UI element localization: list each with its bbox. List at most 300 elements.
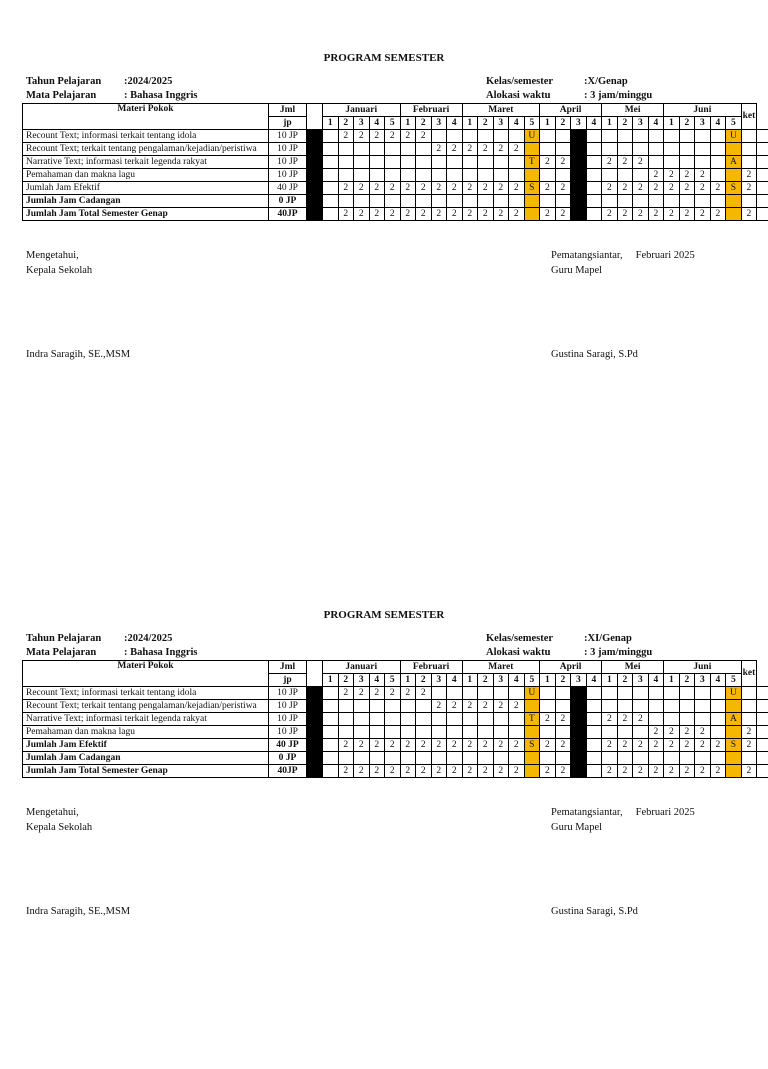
marker-cell: [524, 726, 540, 739]
header-month: Februari: [400, 661, 462, 674]
kelas-label: Kelas/semester: [486, 75, 584, 89]
week-cell: 2: [664, 739, 680, 752]
week-cell: 2: [478, 765, 494, 778]
week-cell: [431, 726, 447, 739]
week-cell: [354, 156, 370, 169]
week-cell: 2: [338, 208, 354, 221]
week-cell: [695, 130, 711, 143]
week-cell: 2: [679, 182, 695, 195]
week-cell: [586, 182, 602, 195]
week-cell: [462, 687, 478, 700]
week-cell: [509, 195, 525, 208]
header-week: 2: [338, 674, 354, 687]
week-cell: [757, 195, 768, 208]
kelas-value: :X/Genap: [584, 75, 628, 89]
week-cell: 2: [447, 739, 463, 752]
week-cell: 2: [664, 208, 680, 221]
marker-cell: T: [524, 156, 540, 169]
header-week: 2: [478, 117, 494, 130]
header-week: 1: [323, 117, 339, 130]
header-week: 1: [323, 674, 339, 687]
week-cell: 2: [369, 765, 385, 778]
week-cell: 2: [695, 182, 711, 195]
header-week: 3: [493, 674, 509, 687]
week-cell: [617, 700, 633, 713]
week-cell: [602, 752, 618, 765]
week-cell: [648, 713, 664, 726]
week-cell: [323, 726, 339, 739]
week-cell: [679, 130, 695, 143]
week-cell: [710, 130, 726, 143]
header-week: 2: [555, 117, 571, 130]
week-cell: [602, 143, 618, 156]
week-cell: 2: [695, 739, 711, 752]
week-cell: 2: [648, 208, 664, 221]
blocked-cell: [307, 182, 323, 195]
week-cell: [555, 169, 571, 182]
week-cell: 2: [555, 739, 571, 752]
week-cell: [710, 687, 726, 700]
week-cell: [462, 169, 478, 182]
header-week: 2: [679, 117, 695, 130]
week-cell: 2: [493, 208, 509, 221]
materi-cell: Jumlah Jam Cadangan: [23, 195, 269, 208]
week-cell: 2: [648, 182, 664, 195]
week-cell: [586, 208, 602, 221]
alokasi-label: Alokasi waktu: [486, 89, 584, 103]
mapel-label: Mata Pelajaran: [26, 646, 124, 660]
alokasi-value: : 3 jam/minggu: [584, 89, 652, 103]
week-cell: [679, 195, 695, 208]
blocked-cell: [307, 726, 323, 739]
header-week: 3: [695, 117, 711, 130]
kepala-sekolah-name: Indra Saragih, SE.,MSM: [26, 347, 130, 362]
week-cell: 2: [555, 208, 571, 221]
week-cell: [586, 687, 602, 700]
week-cell: [757, 687, 768, 700]
header-week: 1: [462, 674, 478, 687]
header-materi: Materi Pokok: [23, 661, 269, 687]
week-cell: [323, 739, 339, 752]
week-cell: [447, 130, 463, 143]
week-cell: 2: [617, 182, 633, 195]
header-week: 4: [369, 117, 385, 130]
week-cell: 2: [354, 765, 370, 778]
week-cell: [369, 726, 385, 739]
blocked-cell: [307, 700, 323, 713]
header-week: 3: [431, 117, 447, 130]
week-cell: [540, 687, 556, 700]
week-cell: 2: [617, 765, 633, 778]
week-cell: [540, 700, 556, 713]
week-cell: [509, 156, 525, 169]
header-week: 3: [354, 117, 370, 130]
week-cell: [664, 700, 680, 713]
jml-cell: 40JP: [269, 208, 307, 221]
week-cell: 2: [493, 182, 509, 195]
jml-cell: 10 JP: [269, 687, 307, 700]
blocked-cell: [307, 713, 323, 726]
week-cell: [431, 130, 447, 143]
header-week: 3: [354, 674, 370, 687]
week-cell: [338, 726, 354, 739]
week-cell: [695, 687, 711, 700]
week-cell: [323, 195, 339, 208]
week-cell: [509, 713, 525, 726]
week-cell: [710, 726, 726, 739]
week-cell: [416, 726, 432, 739]
header-week: 1: [664, 674, 680, 687]
week-cell: [400, 726, 416, 739]
marker-cell: A: [726, 713, 742, 726]
header-month: Juni: [664, 661, 742, 674]
week-cell: 2: [741, 208, 757, 221]
week-cell: [555, 752, 571, 765]
week-cell: [369, 143, 385, 156]
week-cell: [354, 726, 370, 739]
week-cell: 2: [447, 143, 463, 156]
week-cell: [664, 195, 680, 208]
week-cell: 2: [710, 208, 726, 221]
week-cell: [385, 195, 401, 208]
guru-mapel-name: Gustina Saragi, S.Pd: [551, 347, 638, 362]
header-week: 4: [648, 117, 664, 130]
header-week: 2: [617, 117, 633, 130]
blocked-cell: [307, 130, 323, 143]
marker-cell: [726, 752, 742, 765]
week-cell: [757, 169, 768, 182]
header-spacer: [307, 661, 323, 687]
sign-right-line2: Guru Mapel: [551, 263, 695, 278]
week-cell: 2: [555, 182, 571, 195]
blocked-cell: [571, 208, 587, 221]
week-cell: [710, 713, 726, 726]
week-cell: 2: [633, 765, 649, 778]
header-week: 5: [385, 674, 401, 687]
week-cell: [338, 700, 354, 713]
week-cell: [602, 700, 618, 713]
marker-cell: U: [726, 687, 742, 700]
marker-cell: S: [524, 182, 540, 195]
week-cell: [540, 169, 556, 182]
week-cell: [602, 726, 618, 739]
week-cell: 2: [400, 765, 416, 778]
week-cell: 2: [447, 765, 463, 778]
mapel-value: : Bahasa Inggris: [124, 89, 198, 103]
week-cell: [695, 195, 711, 208]
week-cell: [478, 687, 494, 700]
table-row: [23, 726, 768, 739]
header-week: 5: [385, 117, 401, 130]
week-cell: 2: [602, 739, 618, 752]
header-week: 2: [617, 674, 633, 687]
week-cell: [741, 130, 757, 143]
jml-cell: 10 JP: [269, 143, 307, 156]
table-row: [23, 208, 768, 221]
header-month: Juni: [664, 104, 742, 117]
week-cell: 2: [741, 169, 757, 182]
header-ket: ket: [741, 661, 757, 687]
week-cell: 2: [354, 208, 370, 221]
week-cell: 2: [431, 765, 447, 778]
week-cell: 2: [633, 208, 649, 221]
week-cell: 2: [385, 739, 401, 752]
table-row: [23, 169, 768, 182]
week-cell: [478, 156, 494, 169]
week-cell: [633, 700, 649, 713]
week-cell: 2: [679, 739, 695, 752]
tahun-label: Tahun Pelajaran: [26, 75, 124, 89]
materi-cell: Jumlah Jam Total Semester Genap: [23, 208, 269, 221]
header-week: 4: [586, 117, 602, 130]
header-week: 1: [400, 117, 416, 130]
week-cell: [509, 169, 525, 182]
week-cell: 2: [400, 130, 416, 143]
week-cell: [679, 143, 695, 156]
marker-cell: U: [524, 130, 540, 143]
header-week: 1: [602, 674, 618, 687]
week-cell: [431, 752, 447, 765]
week-cell: [493, 713, 509, 726]
week-cell: [385, 143, 401, 156]
week-cell: 2: [617, 208, 633, 221]
week-cell: [400, 169, 416, 182]
marker-cell: [726, 726, 742, 739]
week-cell: [633, 169, 649, 182]
table-row: [23, 713, 768, 726]
week-cell: 2: [416, 182, 432, 195]
week-cell: [323, 156, 339, 169]
week-cell: 2: [648, 726, 664, 739]
header-week: 2: [679, 674, 695, 687]
materi-cell: Recount Text; terkait tentang pengalaman/kejadian/peristiwa: [23, 700, 269, 713]
marker-cell: [726, 765, 742, 778]
week-cell: [648, 700, 664, 713]
week-cell: [633, 130, 649, 143]
week-cell: 2: [602, 182, 618, 195]
week-cell: [695, 700, 711, 713]
week-cell: [617, 130, 633, 143]
week-cell: [540, 130, 556, 143]
week-cell: 2: [509, 208, 525, 221]
header-week: 5: [726, 674, 742, 687]
week-cell: [369, 169, 385, 182]
week-cell: [617, 726, 633, 739]
week-cell: 2: [400, 687, 416, 700]
week-cell: 2: [385, 182, 401, 195]
sign-left-line1: Mengetahui,: [26, 248, 92, 263]
week-cell: [431, 713, 447, 726]
week-cell: [431, 195, 447, 208]
week-cell: [447, 195, 463, 208]
header-week: 3: [695, 674, 711, 687]
marker-cell: U: [524, 687, 540, 700]
week-cell: 2: [602, 765, 618, 778]
marker-cell: [726, 169, 742, 182]
week-cell: [602, 195, 618, 208]
week-cell: 2: [633, 156, 649, 169]
week-cell: [323, 713, 339, 726]
week-cell: [323, 700, 339, 713]
header-week: 5: [524, 117, 540, 130]
week-cell: [617, 169, 633, 182]
week-cell: [741, 752, 757, 765]
marker-cell: [726, 700, 742, 713]
blocked-cell: [571, 195, 587, 208]
week-cell: [586, 195, 602, 208]
week-cell: [462, 130, 478, 143]
week-cell: [462, 195, 478, 208]
marker-cell: A: [726, 156, 742, 169]
week-cell: 2: [648, 739, 664, 752]
week-cell: 2: [695, 726, 711, 739]
header-week: 2: [478, 674, 494, 687]
week-cell: 2: [679, 726, 695, 739]
week-cell: [478, 195, 494, 208]
week-cell: 2: [555, 765, 571, 778]
week-cell: [462, 156, 478, 169]
materi-cell: Jumlah Jam Total Semester Genap: [23, 765, 269, 778]
week-cell: [648, 156, 664, 169]
table-row: [23, 700, 768, 713]
week-cell: [323, 208, 339, 221]
program-semester-table: [22, 103, 768, 221]
header-month: April: [540, 104, 602, 117]
week-cell: [385, 752, 401, 765]
week-cell: 2: [679, 169, 695, 182]
header-week: 3: [633, 117, 649, 130]
week-cell: 2: [462, 700, 478, 713]
week-cell: [400, 156, 416, 169]
week-cell: [741, 713, 757, 726]
week-cell: [695, 143, 711, 156]
week-cell: [385, 726, 401, 739]
week-cell: 2: [447, 700, 463, 713]
week-cell: 2: [338, 130, 354, 143]
materi-cell: Recount Text; informasi terkait tentang idola: [23, 687, 269, 700]
week-cell: 2: [369, 739, 385, 752]
week-cell: [555, 195, 571, 208]
week-cell: 2: [555, 156, 571, 169]
week-cell: [757, 182, 768, 195]
blocked-cell: [307, 143, 323, 156]
week-cell: [416, 195, 432, 208]
marker-cell: [524, 169, 540, 182]
header-week: 4: [586, 674, 602, 687]
week-cell: [633, 195, 649, 208]
week-cell: [648, 752, 664, 765]
week-cell: 2: [431, 739, 447, 752]
week-cell: 2: [354, 739, 370, 752]
week-cell: 2: [369, 182, 385, 195]
blocked-cell: [571, 156, 587, 169]
week-cell: [586, 726, 602, 739]
jml-cell: 10 JP: [269, 169, 307, 182]
week-cell: [586, 143, 602, 156]
week-cell: 2: [431, 700, 447, 713]
week-cell: 2: [400, 182, 416, 195]
header-week: 4: [509, 674, 525, 687]
materi-cell: Jumlah Jam Efektif: [23, 739, 269, 752]
header-week: 5: [524, 674, 540, 687]
table-row: [23, 739, 768, 752]
header-week: 4: [447, 117, 463, 130]
blocked-cell: [307, 765, 323, 778]
week-cell: 2: [679, 208, 695, 221]
week-cell: [493, 726, 509, 739]
week-cell: 2: [369, 687, 385, 700]
week-cell: [586, 700, 602, 713]
week-cell: 2: [509, 182, 525, 195]
week-cell: [416, 713, 432, 726]
week-cell: 2: [431, 208, 447, 221]
materi-cell: Narrative Text; informasi terkait legenda rakyat: [23, 156, 269, 169]
materi-cell: Recount Text; terkait tentang pengalaman/kejadian/peristiwa: [23, 143, 269, 156]
week-cell: [369, 713, 385, 726]
marker-cell: [524, 752, 540, 765]
materi-cell: Pemahaman dan makna lagu: [23, 169, 269, 182]
week-cell: 2: [416, 687, 432, 700]
week-cell: 2: [540, 182, 556, 195]
week-cell: 2: [710, 739, 726, 752]
week-cell: [323, 130, 339, 143]
week-cell: [354, 713, 370, 726]
blocked-cell: [571, 700, 587, 713]
week-cell: [509, 687, 525, 700]
week-cell: 2: [338, 182, 354, 195]
week-cell: [462, 752, 478, 765]
week-cell: [617, 687, 633, 700]
week-cell: 2: [462, 143, 478, 156]
kepala-sekolah-name: Indra Saragih, SE.,MSM: [26, 904, 130, 919]
week-cell: [602, 130, 618, 143]
week-cell: [555, 143, 571, 156]
week-cell: [447, 726, 463, 739]
week-cell: [323, 687, 339, 700]
week-cell: 2: [338, 687, 354, 700]
week-cell: [338, 752, 354, 765]
week-cell: [757, 739, 768, 752]
week-cell: [679, 687, 695, 700]
header-week: 1: [602, 117, 618, 130]
week-cell: 2: [416, 739, 432, 752]
week-cell: 2: [493, 739, 509, 752]
week-cell: [633, 752, 649, 765]
week-cell: 2: [478, 208, 494, 221]
week-cell: [695, 156, 711, 169]
week-cell: [664, 752, 680, 765]
week-cell: 2: [369, 208, 385, 221]
week-cell: [586, 739, 602, 752]
week-cell: 2: [664, 182, 680, 195]
week-cell: [338, 169, 354, 182]
header-week: 4: [447, 674, 463, 687]
week-cell: 2: [540, 713, 556, 726]
week-cell: [400, 195, 416, 208]
week-cell: 2: [633, 182, 649, 195]
jml-cell: 40 JP: [269, 182, 307, 195]
week-cell: [757, 726, 768, 739]
sign-left-line1: Mengetahui,: [26, 805, 92, 820]
marker-cell: [524, 143, 540, 156]
week-cell: [695, 713, 711, 726]
kelas-label: Kelas/semester: [486, 632, 584, 646]
marker-cell: S: [524, 739, 540, 752]
sign-left-line2: Kepala Sekolah: [26, 263, 92, 278]
week-cell: [633, 687, 649, 700]
header-week: 2: [555, 674, 571, 687]
week-cell: [400, 143, 416, 156]
